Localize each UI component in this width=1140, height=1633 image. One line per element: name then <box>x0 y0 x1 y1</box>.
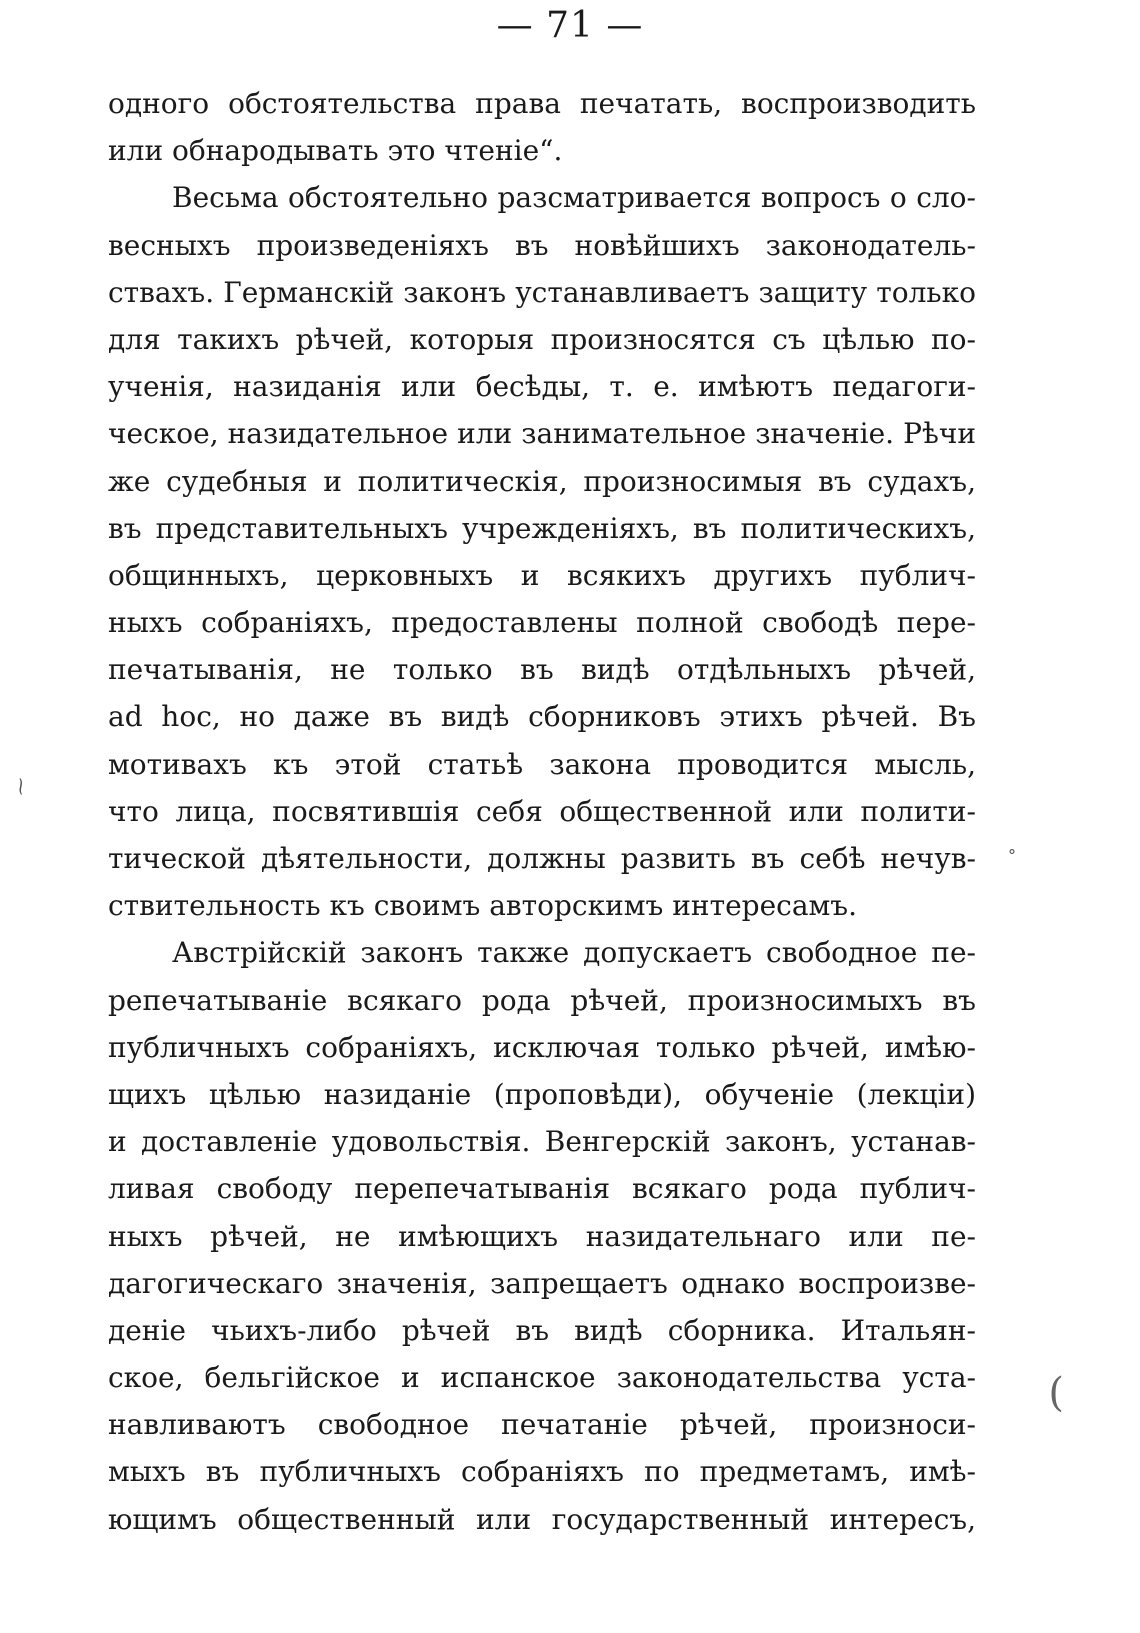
text-line: ющимъ общественный или государственный интересъ, <box>108 1502 976 1536</box>
text-line: щихъ цѣлью назиданіе (проповѣди), обученіе (лекціи) <box>108 1077 976 1111</box>
text-line: репечатываніе всякаго рода рѣчей, произносимыхъ въ <box>108 983 976 1017</box>
body-text <box>108 80 976 1543</box>
text-line: ствахъ. Германскій законъ устанавливаетъ защиту только <box>108 275 976 309</box>
text-line: ныхъ рѣчей, не имѣющихъ назидательнаго или пе- <box>108 1219 976 1253</box>
text-line: ское, бельгійское и испанское законодательства уста- <box>108 1361 976 1395</box>
text-line: ливая свободу перепечатыванія всякаго рода публич- <box>108 1172 976 1206</box>
text-line: печатыванія, не только въ видѣ отдѣльныхъ рѣчей, <box>108 653 976 687</box>
paragraph <box>108 174 976 929</box>
margin-pencil-mark: ( <box>1048 1370 1064 1416</box>
text-line: ческое, назидательное или занимательное значеніе. Рѣчи <box>108 417 976 451</box>
text-line: Австрійскій законъ также допускаетъ свободное пе- <box>172 936 976 970</box>
text-line: ныхъ собраніяхъ, предоставлены полной свободѣ пере- <box>108 606 976 640</box>
paragraph <box>108 80 976 174</box>
paragraph <box>108 929 976 1542</box>
text-line: ученія, назиданія или бесѣды, т. е. имѣютъ педагоги- <box>108 370 976 404</box>
text-line: Весьма обстоятельно разсматривается вопросъ о сло- <box>172 181 976 215</box>
text-line: деніе чьихъ-либо рѣчей въ видѣ сборника. Итальян- <box>108 1313 976 1347</box>
page-number: — 71 — <box>496 5 644 46</box>
text-line: для такихъ рѣчей, которыя произносятся съ цѣлью по- <box>108 322 976 356</box>
text-line: мыхъ въ публичныхъ собраніяхъ по предметамъ, имѣ- <box>108 1455 976 1489</box>
text-line: навливаютъ свободное печатаніе рѣчей, произноси- <box>108 1408 976 1442</box>
text-line: дагогическаго значенія, запрещаетъ однако воспроизве- <box>108 1266 976 1300</box>
text-line: тической дѣятельности, должны развить въ себѣ нечув- <box>108 842 976 875</box>
text-line: въ представительныхъ учрежденіяхъ, въ политическихъ, <box>108 511 976 545</box>
text-line: публичныхъ собраніяхъ, исключая только рѣчей, имѣю- <box>108 1030 976 1064</box>
text-line: и доставленіе удовольствія. Венгерскій законъ, устанав- <box>108 1125 976 1159</box>
text-line: ствительность къ своимъ авторскимъ интересамъ. <box>108 889 858 923</box>
text-line: весныхъ произведеніяхъ въ новѣйшихъ законодатель- <box>108 228 976 262</box>
text-line: что лица, посвятившія себя общественной или полити- <box>108 794 976 828</box>
margin-pencil-mark: ⁓ <box>10 777 32 796</box>
text-line: мотивахъ къ этой статьѣ закона проводится мысль, <box>108 747 976 781</box>
text-line: одного обстоятельства права печатать, воспроизводить <box>108 87 976 120</box>
text-line: или обнародывать это чтеніе“. <box>108 134 563 168</box>
text-line: общинныхъ, церковныхъ и всякихъ другихъ публич- <box>108 558 976 592</box>
margin-ink-speck: ° <box>1008 846 1016 865</box>
text-line: ad hoc, но даже въ видѣ сборниковъ этихъ рѣчей. Въ <box>108 700 976 734</box>
text-line: же судебныя и политическія, произносимыя въ судахъ, <box>108 464 976 498</box>
